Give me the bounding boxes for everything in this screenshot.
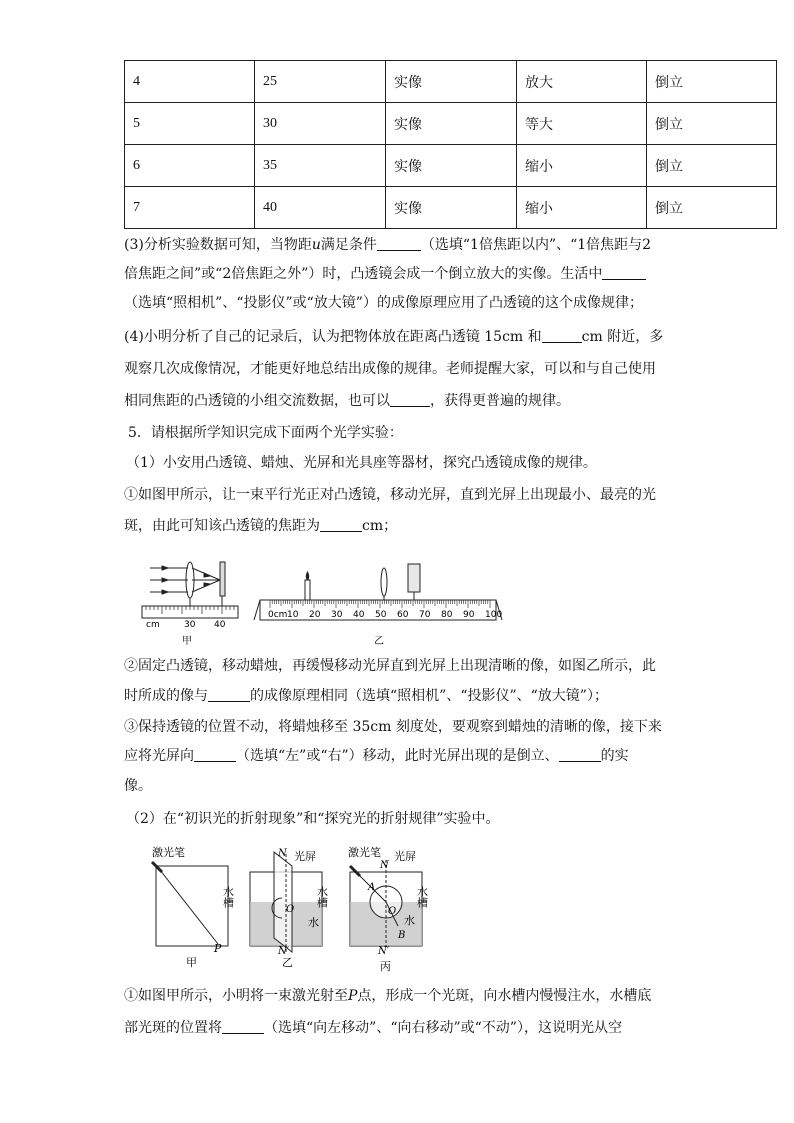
laser-ray <box>160 870 218 944</box>
step-text: ①如图甲所示，小明将一束激光射至 <box>124 988 348 1004</box>
step-text: （选填“向左移动”、“向右移动”或“不动”），这说明光从空 <box>264 1020 622 1036</box>
answer-blank[interactable] <box>602 263 646 280</box>
lens-experiment-figure <box>138 548 503 648</box>
bench-tick-label: 90 <box>463 610 475 620</box>
label-b: B <box>398 930 406 941</box>
part-2-step-1-line-1 <box>124 982 651 1011</box>
bench-tick-label: 100 <box>485 610 503 620</box>
step-text: cm； <box>362 518 398 534</box>
table-cell-no: 7 <box>125 187 255 229</box>
bench-tick-label: 50 <box>375 610 387 620</box>
step-1-line-1: ①如图甲所示，让一束平行光正对凸透镜，移动光屏，直到光屏上出现最小、最亮的光 <box>124 487 656 503</box>
bench-leg <box>254 600 260 620</box>
refraction-figure <box>146 842 446 974</box>
table-cell-kind: 实像 <box>386 187 517 229</box>
table-cell-kind: 实像 <box>386 145 517 187</box>
label-laser: 激光笔 <box>348 846 381 859</box>
label-n: N <box>278 848 287 859</box>
table-cell-size: 放大 <box>517 61 647 103</box>
step-3-line-1: ③保持透镜的位置不动，将蜡烛移至 35cm 刻度处，要观察到蜡烛的清晰的像，接下来 <box>124 719 662 735</box>
q3-text: 倍焦距之间”或“2倍焦距之外”）时，凸透镜会成一个倒立放大的实像。生活中 <box>124 266 603 282</box>
q4-text: 相同焦距的凸透镜的小组交流数据，也可以 <box>124 393 390 409</box>
variable-u: u <box>311 237 321 253</box>
arrow-icon <box>162 578 168 582</box>
figure-label-bing: 丙 <box>380 960 391 973</box>
table-cell-size: 缩小 <box>517 145 647 187</box>
table-cell-u: 40 <box>255 187 386 229</box>
q3-line-3 <box>124 289 643 318</box>
table-row <box>125 187 777 229</box>
step-text: 斑，由此可知该凸透镜的焦距为 <box>124 518 320 534</box>
q4-text: (4)小明分析了自己的记录后，认为把物体放在距离凸透镜 15cm 和 <box>124 329 542 345</box>
bench-tick-label: 20 <box>309 610 321 620</box>
label-tank: 水槽 <box>415 886 429 908</box>
answer-blank[interactable] <box>222 1017 264 1034</box>
q3-text: 满足条件 <box>320 237 377 253</box>
ruler-tick-label: 30 <box>184 620 196 630</box>
q3-text: （选填“1倍焦距以内”、“1倍焦距与2 <box>420 237 652 253</box>
q4-line-2 <box>124 355 656 384</box>
table-row <box>125 103 777 145</box>
experiment-table <box>124 60 777 229</box>
part-2-intro: （2）在“初识光的折射现象”和“探究光的折射规律”实验中。 <box>126 811 500 827</box>
table-cell-no: 6 <box>125 145 255 187</box>
table-cell-orient: 倒立 <box>647 145 777 187</box>
answer-blank[interactable] <box>208 685 250 702</box>
q3-line-2 <box>124 260 646 289</box>
table-cell-orient: 倒立 <box>647 61 777 103</box>
bench-tick-label: 10 <box>287 610 299 620</box>
part-2-step-1-line-2 <box>124 1014 622 1043</box>
label-tank: 水槽 <box>315 886 329 908</box>
label-n: N <box>380 860 389 871</box>
variable-p: P <box>348 988 358 1004</box>
table-cell-kind: 实像 <box>386 103 517 145</box>
q3-line-1 <box>124 231 651 260</box>
step-text: 时所成的像与 <box>124 688 208 704</box>
ray-line <box>192 580 220 592</box>
bench-tick-label: 40 <box>353 610 365 620</box>
step-1-line-2 <box>124 512 397 541</box>
bench-tick-label: 80 <box>441 610 453 620</box>
label-laser: 激光笔 <box>152 846 185 859</box>
arrow-icon <box>162 590 168 594</box>
label-point-p: P <box>214 942 222 955</box>
table-row <box>125 145 777 187</box>
arrow-icon <box>162 566 168 570</box>
bench-tick-label: 60 <box>397 610 409 620</box>
part-1-intro: （1）小安用凸透镜、蜡烛、光屏和光具座等器材，探究凸透镜成像的规律。 <box>126 455 597 471</box>
step-2-line-1: ②固定凸透镜，移动蜡烛，再缓慢移动光屏直到光屏上出现清晰的像，如图乙所示，此 <box>124 658 656 674</box>
step-text: 应将光屏向 <box>124 748 194 764</box>
bench-tick-label: 70 <box>419 610 431 620</box>
problem-5-title: 5．请根据所学知识完成下面两个光学实验： <box>128 425 403 441</box>
flame-icon <box>306 572 309 580</box>
label-water: 水 <box>308 916 319 929</box>
figure-label-yi: 乙 <box>282 956 293 969</box>
label-tank: 水槽 <box>221 886 235 908</box>
table-cell-no: 4 <box>125 61 255 103</box>
table-cell-orient: 倒立 <box>647 187 777 229</box>
label-n-prime: N′ <box>378 946 390 957</box>
label-screen: 光屏 <box>394 850 416 863</box>
step-text: 部光斑的位置将 <box>124 1020 222 1036</box>
table-cell-u: 35 <box>255 145 386 187</box>
q3-text: （选填“照相机”、“投影仪”或“放大镜”）的成像原理应用了凸透镜的这个成像规律； <box>124 295 643 311</box>
answer-blank[interactable] <box>194 745 236 762</box>
table-cell-u: 30 <box>255 103 386 145</box>
step-2-line-2 <box>124 682 608 711</box>
label-water: 水 <box>404 914 415 927</box>
step-text: 的实 <box>600 748 629 764</box>
ruler-tick-label: 40 <box>214 620 226 630</box>
label-screen: 光屏 <box>294 850 316 863</box>
figure-label-yi: 乙 <box>374 636 384 647</box>
answer-blank[interactable] <box>542 326 582 343</box>
label-n-prime: N′ <box>278 946 290 957</box>
q4-text: cm 附近，多 <box>581 329 664 345</box>
q3-text: (3)分析实验数据可知，当物距 <box>124 237 312 253</box>
step-text: 点，形成一个光斑，向水槽内慢慢注水，水槽底 <box>357 988 652 1004</box>
answer-blank[interactable] <box>559 745 601 762</box>
bench-tick-label: 0cm <box>268 610 288 620</box>
figure-label-jia: 甲 <box>186 956 197 969</box>
candle-icon <box>305 580 310 600</box>
q4-line-1 <box>124 323 663 352</box>
answer-blank[interactable] <box>377 234 421 251</box>
table-cell-no: 5 <box>125 103 255 145</box>
figure-label-jia: 甲 <box>182 636 192 647</box>
table-cell-kind: 实像 <box>386 61 517 103</box>
convex-lens-icon <box>381 568 387 596</box>
q4-text: ，获得更普遍的规律。 <box>430 393 570 409</box>
arrow-icon <box>204 573 210 577</box>
step-text: 的成像原理相同（选填“照相机”、“投影仪”、“放大镜”）； <box>250 688 608 704</box>
step-text: （选填“左”或“右”）移动，此时光屏出现的是倒立、 <box>236 748 559 764</box>
table-cell-size: 等大 <box>517 103 647 145</box>
label-o: O <box>388 906 397 917</box>
label-a: A <box>368 882 376 893</box>
q4-text: 观察几次成像情况，才能更好地总结出成像的规律。老师提醒大家，可以和与自己使用 <box>124 361 656 377</box>
step-3-line-2 <box>124 742 629 771</box>
step-3-line-3: 像。 <box>124 778 152 794</box>
answer-blank[interactable] <box>390 390 430 407</box>
table-cell-u: 25 <box>255 61 386 103</box>
table-row <box>125 61 777 103</box>
bench-tick-label: 30 <box>331 610 343 620</box>
screen-icon <box>408 564 420 592</box>
answer-blank[interactable] <box>320 515 362 532</box>
table-cell-size: 缩小 <box>517 187 647 229</box>
table-cell-orient: 倒立 <box>647 103 777 145</box>
screen-panel-icon <box>274 852 295 952</box>
screen-icon <box>220 562 225 596</box>
q4-line-3 <box>124 387 570 416</box>
label-o: O <box>286 904 295 915</box>
ruler-unit-label: cm <box>146 620 160 630</box>
